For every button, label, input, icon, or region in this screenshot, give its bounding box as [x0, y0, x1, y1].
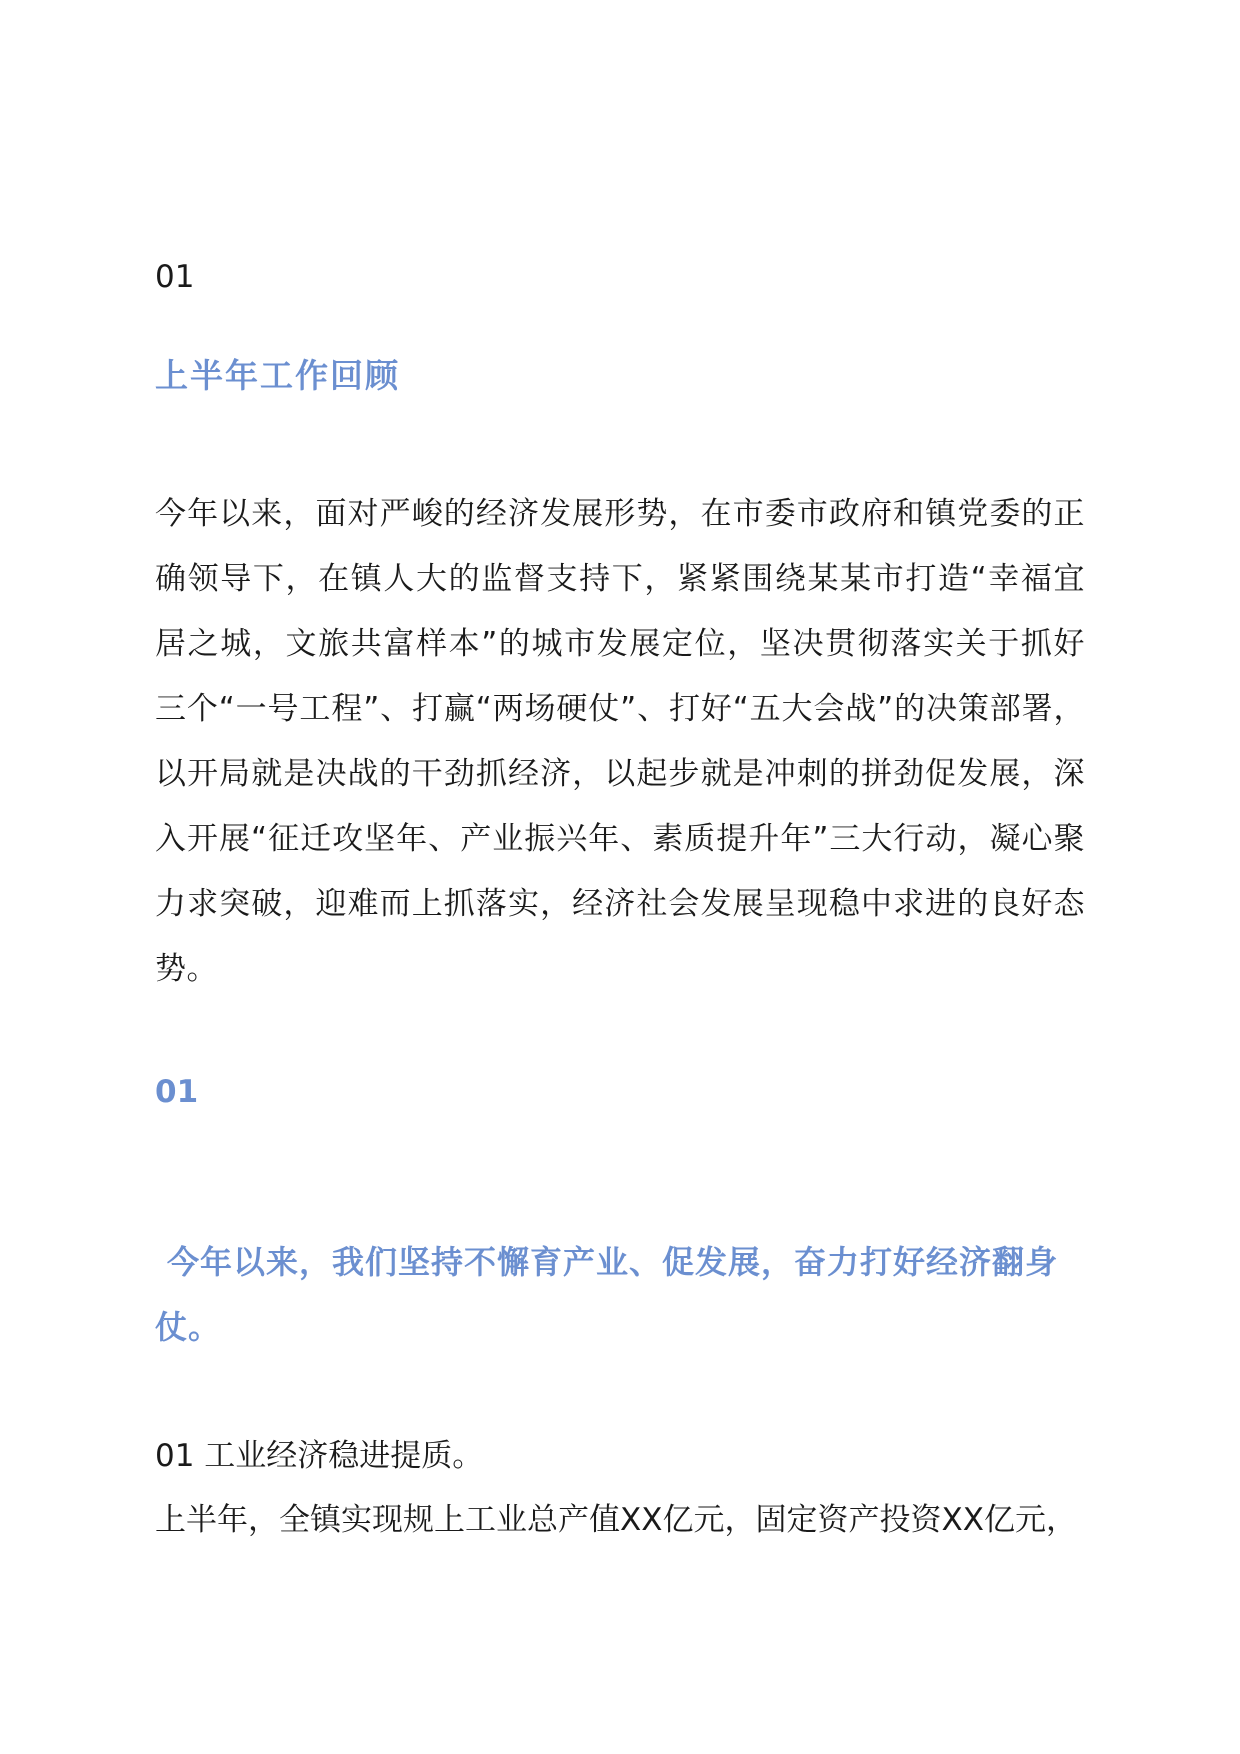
subsection-number: 01	[155, 1074, 199, 1110]
section-title: 上半年工作回顾	[155, 356, 400, 395]
intro-paragraph: 今年以来，面对严峻的经济发展形势，在市委市政府和镇党委的正确领导下，在镇人大的监督支持下，紧紧围绕某某市打造“幸福宜居之城，文旅共富样本”的城市发展定位，坚决贯彻落实关于抓好三个“一号工程”、打赢“两场硬仗”、打好“五大会战”的决策部署，以开局就是决战的干劲抓经济，以起步就是冲刺的拼劲促发展，深入开展“征迁攻坚年、产业振兴年、素质提升年”三大行动，凝心聚力求突破，迎难而上抓落实，经济社会发展呈现稳中求进的良好态势。	[155, 496, 1085, 987]
highlight-sentence: 今年以来，我们坚持不懈育产业、促发展，奋力打好经济翻身仗。	[155, 1243, 1059, 1346]
item-heading: 01 工业经济稳进提质。	[155, 1438, 484, 1474]
item-body: 上半年，全镇实现规上工业总产值XX亿元，固定资产投资XX亿元，	[155, 1502, 1077, 1538]
section-number: 01	[155, 259, 195, 295]
